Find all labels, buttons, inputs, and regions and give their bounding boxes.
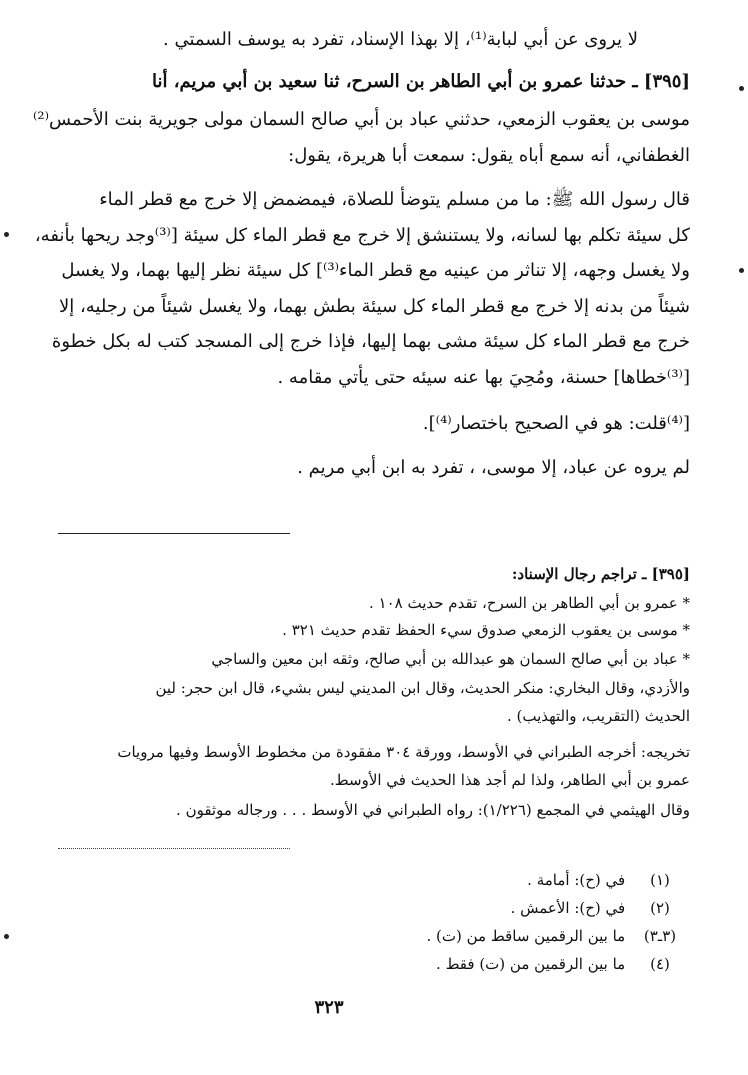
footnote-text: في (ح): أمامة . bbox=[527, 871, 626, 889]
main-line-12: لم يروه عن عباد، إلا موسى، ، تفرد به ابن أبي مريم . bbox=[297, 457, 690, 478]
margin-dot-mark bbox=[739, 268, 744, 273]
notes-line-4: * عباد بن أبي صالح السمان هو عبدالله بن أبي صالح، وثقه ابن معين والساجي bbox=[211, 650, 690, 668]
footnote-text: ما بين الرقمين من (ت) فقط . bbox=[436, 955, 626, 973]
footnote-1 bbox=[40, 872, 690, 889]
main-line-10: [⁽³⁾خطاها] حسنة، ومُحِيَ بها عنه سيئه حتى يأتي مقامه . bbox=[277, 367, 690, 388]
page-number: ٣٢٣ bbox=[314, 997, 344, 1018]
notes-line-7: تخريجه: أخرجه الطبراني في الأوسط، وورقة ٣٠٤ مفقودة من مخطوط الأوسط وفيها مرويات bbox=[117, 743, 690, 761]
notes-line-6: الحديث (التقريب، والتهذيب) . bbox=[506, 707, 690, 725]
main-line-9: خرج مع قطر الماء كل سيئة مشى بهما إليها، فإذا خرج إلى المسجد كتب له بكل خطوة bbox=[51, 331, 690, 352]
main-line-5: قال رسول الله ﷺ: ما من مسلم يتوضأ للصلاة، فيمضمض إلا خرج مع قطر الماء bbox=[99, 189, 690, 210]
margin-dot-mark bbox=[4, 934, 9, 939]
footnote-number: (٤) bbox=[650, 955, 670, 973]
notes-line-8: عمرو بن أبي الطاهر، ولذا لم أجد هذا الحديث في الأوسط. bbox=[330, 771, 690, 789]
footnote-number: (٢) bbox=[650, 899, 670, 917]
main-line-7: ولا يغسل وجهه، إلا تناثر من عينيه مع قطر الماء⁽³⁾] كل سيئة نظر إليها بهما، ولا يغسل bbox=[61, 260, 690, 281]
notes-line-9: وقال الهيثمي في المجمع (١/٢٢٦): رواه الطبراني في الأوسط . . . ورجاله موثقون . bbox=[176, 801, 690, 819]
footnote-separator bbox=[58, 848, 290, 849]
main-line-1: لا يروى عن أبي لبابة⁽¹⁾، إلا بهذا الإسناد، تفرد به يوسف السمتي . bbox=[163, 29, 638, 50]
footnote-number: (١) bbox=[650, 871, 670, 889]
main-line-4: الغطفاني، أنه سمع أباه يقول: سمعت أبا هريرة، يقول: bbox=[288, 145, 690, 166]
main-line-11: [⁽⁴⁾قلت: هو في الصحيح باختصار⁽⁴⁾]. bbox=[422, 413, 690, 434]
footnote-text: في (ح): الأعمش . bbox=[510, 899, 626, 917]
margin-dot-mark bbox=[4, 232, 9, 237]
notes-line-3: * موسى بن يعقوب الزمعي صدوق سيء الحفظ تقدم حديث ٣٢١ . bbox=[282, 621, 690, 639]
footnote-2 bbox=[40, 900, 690, 917]
main-line-3: موسى بن يعقوب الزمعي، حدثني عباد بن أبي صالح السمان مولى جويرية بنت الأحمس⁽²⁾ bbox=[32, 109, 690, 130]
notes-line-5: والأزدي، وقال البخاري: منكر الحديث، وقال ابن المديني ليس بشيء، قال ابن حجر: لين bbox=[155, 679, 690, 697]
main-line-6: كل سيئة تكلم بها لسانه، ولا يستنشق إلا خرج مع قطر الماء كل سيئة [⁽³⁾وجد ريحها بأنفه، bbox=[34, 225, 690, 246]
margin-dot-mark bbox=[739, 86, 744, 91]
notes-separator bbox=[58, 533, 290, 534]
notes-line-2: * عمرو بن أبي الطاهر بن السرح، تقدم حديث ١٠٨ . bbox=[369, 594, 690, 612]
footnote-3 bbox=[40, 928, 690, 945]
main-line-8: شيئاً من بدنه إلا خرج مع قطر الماء كل سيئة بطش بهما، ولا يغسل شيئاً من رجليه، إلا bbox=[58, 296, 690, 317]
footnote-4 bbox=[40, 956, 690, 973]
hadith-395-heading: [٣٩٥] ـ حدثنا عمرو بن أبي الطاهر بن السرح، ثنا سعيد بن أبي مريم، أنا bbox=[151, 71, 690, 92]
notes-heading: [٣٩٥] ـ تراجم رجال الإسناد: bbox=[511, 565, 690, 583]
footnote-text: ما بين الرقمين ساقط من (ت) . bbox=[426, 927, 626, 945]
footnote-number: (٣ـ٣) bbox=[643, 927, 677, 945]
